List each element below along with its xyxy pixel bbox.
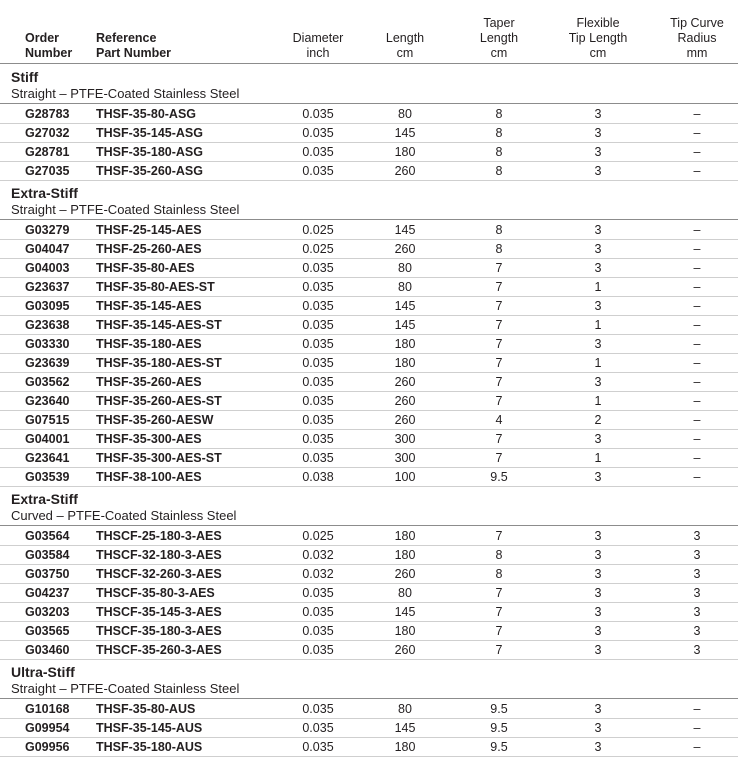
cell-flexible-tip-length: 1 <box>594 394 602 408</box>
cell-diameter: 0.035 <box>302 394 334 408</box>
cell-reference-part-number: THSCF-35-80-3-AES <box>96 586 215 600</box>
table-row <box>0 105 738 124</box>
cell-flexible-tip-length: 3 <box>594 126 602 140</box>
cell-order-number: G03095 <box>25 299 70 313</box>
table-row <box>0 430 738 449</box>
cell-diameter: 0.035 <box>302 280 334 294</box>
section-divider <box>0 103 738 104</box>
cell-length: 180 <box>394 740 416 754</box>
cell-diameter: 0.035 <box>302 145 334 159</box>
cell-taper-length: 8 <box>495 548 503 562</box>
cell-diameter: 0.035 <box>302 413 334 427</box>
cell-order-number: G23638 <box>25 318 70 332</box>
cell-length: 260 <box>394 375 416 389</box>
header-tip-curve-radius: Tip Curve Radius mm <box>670 16 724 60</box>
cell-flexible-tip-length: 1 <box>594 451 602 465</box>
header-reference-part-number: Reference Part Number <box>96 31 172 60</box>
cell-flexible-tip-length: 3 <box>594 107 602 121</box>
cell-taper-length: 7 <box>495 394 503 408</box>
cell-diameter: 0.032 <box>302 548 334 562</box>
cell-order-number: G04237 <box>25 586 70 600</box>
cell-order-number: G23641 <box>25 451 70 465</box>
cell-order-number: G03564 <box>25 529 70 543</box>
cell-flexible-tip-length: 2 <box>594 413 602 427</box>
cell-tip-curve-radius: – <box>693 107 701 121</box>
cell-order-number: G03565 <box>25 624 70 638</box>
cell-diameter: 0.035 <box>302 740 334 754</box>
cell-length: 145 <box>394 318 416 332</box>
cell-flexible-tip-length: 3 <box>594 470 602 484</box>
cell-reference-part-number: THSF-38-100-AES <box>96 470 202 484</box>
cell-flexible-tip-length: 1 <box>594 318 602 332</box>
section-subtitle: Curved – PTFE-Coated Stainless Steel <box>11 508 237 523</box>
cell-reference-part-number: THSCF-35-180-3-AES <box>96 624 222 638</box>
cell-reference-part-number: THSF-35-145-AES <box>96 299 202 313</box>
cell-length: 300 <box>394 432 416 446</box>
section-title: Stiff <box>11 69 39 85</box>
cell-diameter: 0.035 <box>302 318 334 332</box>
cell-taper-length: 8 <box>495 126 503 140</box>
cell-reference-part-number: THSF-35-180-AES-ST <box>96 356 222 370</box>
cell-reference-part-number: THSF-25-145-AES <box>96 223 202 237</box>
table-row <box>0 411 738 430</box>
cell-flexible-tip-length: 3 <box>594 432 602 446</box>
cell-flexible-tip-length: 3 <box>594 567 602 581</box>
cell-reference-part-number: THSCF-32-180-3-AES <box>96 548 222 562</box>
table-row <box>0 641 738 660</box>
cell-flexible-tip-length: 3 <box>594 145 602 159</box>
cell-flexible-tip-length: 3 <box>594 261 602 275</box>
cell-diameter: 0.035 <box>302 605 334 619</box>
cell-order-number: G23640 <box>25 394 70 408</box>
cell-length: 260 <box>394 394 416 408</box>
cell-tip-curve-radius: – <box>693 375 701 389</box>
cell-order-number: G23637 <box>25 280 70 294</box>
cell-reference-part-number: THSCF-35-145-3-AES <box>96 605 222 619</box>
cell-reference-part-number: THSF-35-180-AES <box>96 337 202 351</box>
cell-diameter: 0.035 <box>302 624 334 638</box>
cell-order-number: G03539 <box>25 470 70 484</box>
cell-flexible-tip-length: 3 <box>594 548 602 562</box>
cell-reference-part-number: THSF-35-80-AUS <box>96 702 196 716</box>
cell-length: 100 <box>394 470 416 484</box>
cell-taper-length: 8 <box>495 223 503 237</box>
cell-order-number: G03750 <box>25 567 70 581</box>
table-row <box>0 565 738 584</box>
row-divider <box>0 756 738 757</box>
cell-reference-part-number: THSCF-25-180-3-AES <box>96 529 222 543</box>
cell-flexible-tip-length: 3 <box>594 605 602 619</box>
cell-reference-part-number: THSF-35-145-AES-ST <box>96 318 222 332</box>
cell-taper-length: 8 <box>495 145 503 159</box>
table-row <box>0 392 738 411</box>
cell-diameter: 0.035 <box>302 721 334 735</box>
cell-tip-curve-radius: – <box>693 721 701 735</box>
cell-taper-length: 7 <box>495 299 503 313</box>
cell-flexible-tip-length: 3 <box>594 624 602 638</box>
cell-length: 300 <box>394 451 416 465</box>
cell-tip-curve-radius: 3 <box>693 586 701 600</box>
cell-tip-curve-radius: – <box>693 145 701 159</box>
cell-order-number: G03460 <box>25 643 70 657</box>
header-taper-length: Taper Length cm <box>479 16 519 60</box>
cell-flexible-tip-length: 3 <box>594 643 602 657</box>
cell-order-number: G04003 <box>25 261 70 275</box>
cell-order-number: G27032 <box>25 126 70 140</box>
cell-taper-length: 7 <box>495 280 503 294</box>
table-row <box>0 143 738 162</box>
cell-tip-curve-radius: – <box>693 280 701 294</box>
cell-tip-curve-radius: – <box>693 164 701 178</box>
cell-taper-length: 7 <box>495 605 503 619</box>
cell-length: 260 <box>394 164 416 178</box>
cell-reference-part-number: THSF-35-145-ASG <box>96 126 203 140</box>
cell-diameter: 0.035 <box>302 337 334 351</box>
cell-length: 260 <box>394 242 416 256</box>
cell-tip-curve-radius: – <box>693 740 701 754</box>
cell-tip-curve-radius: – <box>693 413 701 427</box>
cell-tip-curve-radius: – <box>693 318 701 332</box>
cell-reference-part-number: THSF-35-80-AES <box>96 261 195 275</box>
section-title: Ultra-Stiff <box>11 664 75 680</box>
cell-reference-part-number: THSCF-32-260-3-AES <box>96 567 222 581</box>
cell-order-number: G03584 <box>25 548 70 562</box>
table-row <box>0 584 738 603</box>
table-row <box>0 468 738 487</box>
table-row <box>0 316 738 335</box>
cell-reference-part-number: THSF-35-80-ASG <box>96 107 197 121</box>
cell-diameter: 0.032 <box>302 567 334 581</box>
table-row <box>0 546 738 565</box>
section-divider <box>0 698 738 699</box>
cell-diameter: 0.025 <box>302 223 334 237</box>
cell-order-number: G28781 <box>25 145 70 159</box>
cell-order-number: G03330 <box>25 337 70 351</box>
cell-tip-curve-radius: – <box>693 242 701 256</box>
cell-taper-length: 7 <box>495 337 503 351</box>
cell-diameter: 0.025 <box>302 242 334 256</box>
cell-tip-curve-radius: – <box>693 356 701 370</box>
cell-flexible-tip-length: 3 <box>594 529 602 543</box>
table-row <box>0 259 738 278</box>
cell-diameter: 0.035 <box>302 107 334 121</box>
table-row <box>0 354 738 373</box>
table-row <box>0 278 738 297</box>
cell-length: 180 <box>394 624 416 638</box>
cell-tip-curve-radius: – <box>693 470 701 484</box>
cell-reference-part-number: THSCF-35-260-3-AES <box>96 643 222 657</box>
cell-reference-part-number: THSF-35-300-AES-ST <box>96 451 222 465</box>
cell-taper-length: 9.5 <box>490 470 508 484</box>
cell-flexible-tip-length: 3 <box>594 299 602 313</box>
cell-diameter: 0.035 <box>302 451 334 465</box>
cell-flexible-tip-length: 1 <box>594 280 602 294</box>
cell-length: 180 <box>394 356 416 370</box>
table-row <box>0 162 738 181</box>
cell-length: 145 <box>394 126 416 140</box>
cell-diameter: 0.035 <box>302 164 334 178</box>
cell-reference-part-number: THSF-35-260-AESW <box>96 413 214 427</box>
table-row <box>0 527 738 546</box>
cell-order-number: G07515 <box>25 413 70 427</box>
section-subtitle: Straight – PTFE-Coated Stainless Steel <box>11 202 240 217</box>
cell-taper-length: 4 <box>495 413 503 427</box>
section-subtitle: Straight – PTFE-Coated Stainless Steel <box>11 681 240 696</box>
cell-flexible-tip-length: 3 <box>594 375 602 389</box>
cell-tip-curve-radius: – <box>693 299 701 313</box>
section-divider <box>0 219 738 220</box>
cell-tip-curve-radius: 3 <box>693 548 701 562</box>
cell-taper-length: 9.5 <box>490 740 508 754</box>
cell-reference-part-number: THSF-35-80-AES-ST <box>96 280 215 294</box>
cell-reference-part-number: THSF-25-260-AES <box>96 242 202 256</box>
cell-taper-length: 9.5 <box>490 702 508 716</box>
cell-taper-length: 7 <box>495 432 503 446</box>
cell-diameter: 0.038 <box>302 470 334 484</box>
cell-diameter: 0.035 <box>302 299 334 313</box>
cell-diameter: 0.035 <box>302 702 334 716</box>
cell-flexible-tip-length: 3 <box>594 164 602 178</box>
cell-length: 180 <box>394 145 416 159</box>
cell-reference-part-number: THSF-35-145-AUS <box>96 721 203 735</box>
cell-diameter: 0.035 <box>302 261 334 275</box>
table-row <box>0 738 738 757</box>
table-row <box>0 240 738 259</box>
cell-diameter: 0.035 <box>302 126 334 140</box>
header-order-number: Order Number <box>25 31 73 60</box>
cell-length: 145 <box>394 223 416 237</box>
cell-length: 80 <box>398 280 412 294</box>
cell-taper-length: 7 <box>495 451 503 465</box>
cell-tip-curve-radius: 3 <box>693 643 701 657</box>
cell-order-number: G09956 <box>25 740 70 754</box>
cell-length: 180 <box>394 529 416 543</box>
cell-order-number: G03203 <box>25 605 70 619</box>
cell-taper-length: 7 <box>495 261 503 275</box>
cell-length: 145 <box>394 299 416 313</box>
cell-tip-curve-radius: 3 <box>693 605 701 619</box>
section-divider <box>0 525 738 526</box>
cell-length: 145 <box>394 605 416 619</box>
cell-tip-curve-radius: – <box>693 432 701 446</box>
cell-reference-part-number: THSF-35-180-ASG <box>96 145 203 159</box>
cell-order-number: G27035 <box>25 164 70 178</box>
table-row <box>0 124 738 143</box>
cell-length: 260 <box>394 413 416 427</box>
cell-tip-curve-radius: 3 <box>693 624 701 638</box>
cell-order-number: G10168 <box>25 702 70 716</box>
cell-tip-curve-radius: – <box>693 702 701 716</box>
section-title: Extra-Stiff <box>11 491 78 507</box>
table-row <box>0 603 738 622</box>
cell-diameter: 0.035 <box>302 375 334 389</box>
cell-length: 260 <box>394 567 416 581</box>
cell-reference-part-number: THSF-35-300-AES <box>96 432 202 446</box>
cell-diameter: 0.025 <box>302 529 334 543</box>
cell-tip-curve-radius: – <box>693 337 701 351</box>
row-divider <box>0 180 738 181</box>
cell-taper-length: 7 <box>495 624 503 638</box>
section-title: Extra-Stiff <box>11 185 78 201</box>
header-divider <box>0 63 738 64</box>
table-row <box>0 622 738 641</box>
cell-diameter: 0.035 <box>302 432 334 446</box>
table-row <box>0 335 738 354</box>
header-flexible-tip-length: Flexible Tip Length cm <box>568 16 628 60</box>
cell-taper-length: 7 <box>495 318 503 332</box>
cell-tip-curve-radius: – <box>693 394 701 408</box>
cell-taper-length: 7 <box>495 586 503 600</box>
cell-tip-curve-radius: – <box>693 261 701 275</box>
cell-order-number: G09954 <box>25 721 70 735</box>
cell-taper-length: 7 <box>495 529 503 543</box>
cell-flexible-tip-length: 3 <box>594 586 602 600</box>
cell-taper-length: 8 <box>495 107 503 121</box>
table-row <box>0 700 738 719</box>
cell-tip-curve-radius: – <box>693 223 701 237</box>
cell-flexible-tip-length: 3 <box>594 337 602 351</box>
cell-reference-part-number: THSF-35-260-AES-ST <box>96 394 222 408</box>
cell-taper-length: 7 <box>495 643 503 657</box>
cell-order-number: G03562 <box>25 375 70 389</box>
cell-reference-part-number: THSF-35-260-AES <box>96 375 202 389</box>
cell-taper-length: 9.5 <box>490 721 508 735</box>
cell-diameter: 0.035 <box>302 586 334 600</box>
cell-flexible-tip-length: 3 <box>594 740 602 754</box>
header-length: Length cm <box>385 31 425 60</box>
header-diameter: Diameter inch <box>292 31 344 60</box>
cell-flexible-tip-length: 3 <box>594 721 602 735</box>
table-header <box>0 13 738 61</box>
cell-taper-length: 8 <box>495 567 503 581</box>
cell-taper-length: 8 <box>495 164 503 178</box>
table-row <box>0 719 738 738</box>
cell-diameter: 0.035 <box>302 643 334 657</box>
cell-length: 80 <box>398 586 412 600</box>
cell-taper-length: 8 <box>495 242 503 256</box>
cell-length: 180 <box>394 548 416 562</box>
row-divider <box>0 659 738 660</box>
cell-order-number: G28783 <box>25 107 70 121</box>
cell-length: 180 <box>394 337 416 351</box>
cell-tip-curve-radius: – <box>693 451 701 465</box>
cell-length: 80 <box>398 107 412 121</box>
cell-tip-curve-radius: – <box>693 126 701 140</box>
section-subtitle: Straight – PTFE-Coated Stainless Steel <box>11 86 240 101</box>
cell-length: 260 <box>394 643 416 657</box>
cell-length: 145 <box>394 721 416 735</box>
table-row <box>0 449 738 468</box>
cell-order-number: G23639 <box>25 356 70 370</box>
cell-flexible-tip-length: 3 <box>594 702 602 716</box>
table-row <box>0 221 738 240</box>
table-row <box>0 373 738 392</box>
cell-length: 80 <box>398 261 412 275</box>
table-row <box>0 297 738 316</box>
cell-taper-length: 7 <box>495 375 503 389</box>
cell-order-number: G04047 <box>25 242 70 256</box>
cell-flexible-tip-length: 3 <box>594 242 602 256</box>
cell-reference-part-number: THSF-35-180-AUS <box>96 740 203 754</box>
cell-reference-part-number: THSF-35-260-ASG <box>96 164 203 178</box>
cell-diameter: 0.035 <box>302 356 334 370</box>
cell-tip-curve-radius: 3 <box>693 529 701 543</box>
cell-tip-curve-radius: 3 <box>693 567 701 581</box>
cell-flexible-tip-length: 3 <box>594 223 602 237</box>
cell-length: 80 <box>398 702 412 716</box>
cell-flexible-tip-length: 1 <box>594 356 602 370</box>
cell-order-number: G04001 <box>25 432 70 446</box>
cell-order-number: G03279 <box>25 223 70 237</box>
row-divider <box>0 486 738 487</box>
cell-taper-length: 7 <box>495 356 503 370</box>
